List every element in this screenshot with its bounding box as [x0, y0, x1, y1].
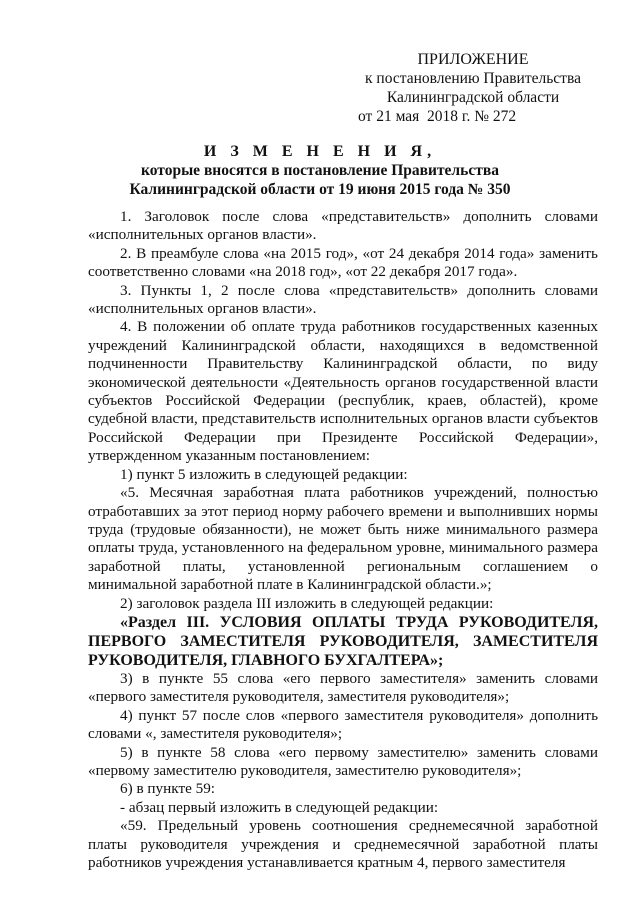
title-changes: И З М Е Н Е Н И Я,: [203, 143, 437, 160]
paragraph: 6) в пункте 59:: [120, 780, 216, 798]
appendix-header: [358, 50, 588, 126]
document-title: [60, 142, 580, 199]
paragraph-section-title: «Раздел III. УСЛОВИЯ ОПЛАТЫ ТРУДА РУКОВОДИТЕЛЯ, ПЕРВОГО ЗАМЕСТИТЕЛЯ РУКОВОДИТЕЛЯ, ЗАМЕСТИТЕЛЯ РУКОВОДИТЕЛЯ, ГЛАВНОГО БУХГАЛТЕРА»;: [88, 613, 598, 669]
paragraph: 1) пункт 5 изложить в следующей редакции:: [120, 465, 408, 483]
appendix-line-2: Калининградской области: [386, 89, 560, 106]
paragraph: 3) в пункте 55 слова «его первого заместителя» заменить словами «первого заместителя руководителя, заместителя руководителя»;: [88, 669, 598, 706]
paragraph: 2) заголовок раздела III изложить в следующей редакции:: [120, 594, 494, 612]
paragraph: 2. В преамбуле слова «на 2015 год», «от 24 декабря 2014 года» заменить соответственно словами «на 2018 год», «от 22 декабря 2017 года».: [88, 244, 598, 281]
paragraph: 3. Пункты 1, 2 после слова «представительств» дополнить словами «исполнительных органов власти».: [88, 281, 598, 318]
appendix-line-1: к постановлению Правительства: [365, 70, 581, 87]
title-line-2: Калининградской области от 19 июня 2015 года № 350: [129, 181, 511, 198]
paragraph: - абзац первый изложить в следующей редакции:: [120, 798, 439, 816]
paragraph: «5. Месячная заработная плата работников учреждений, полностью отработавших за этот период норму рабочего времени и выполнивших нормы труда (трудовые обязанности), не может быть ниже минимального размера оплаты труда, установленного на федеральном уровне, минимального размера заработной платы, установленной региональным соглашением о минимальной заработной плате в Калининградской области.»;: [88, 484, 598, 594]
paragraph: 1. Заголовок после слова «представительств» дополнить словами «исполнительных органов власти».: [88, 208, 598, 244]
appendix-title: ПРИЛОЖЕНИЕ: [417, 51, 529, 68]
paragraph: 4. В положении об оплате труда работников государственных казенных учреждений Калининградской области, находящихся в ведомственной подчиненности Правительству Калининградской области, по виду экономической деятельности «Деятельность органов государственной власти субъектов Российской Федерации (республик, краев, областей), кроме судебной власти, представительств исполнительных органов власти субъектов Российской Федерации при Президенте Российской Федерации», утвержденном указанным постановлением:: [88, 318, 598, 465]
paragraph: «59. Предельный уровень соотношения среднемесячной заработной платы руководителя учреждения и среднемесячной заработной платы работников учреждения устанавливается кратным 4, первого заместителя: [88, 817, 598, 871]
paragraph: 5) в пункте 58 слова «его первому заместителю» заменить словами «первому заместителю руководителя, заместителю руководителя»;: [88, 743, 598, 779]
title-line-1: которые вносятся в постановление Правительства: [141, 162, 499, 179]
document-body: [88, 208, 598, 872]
appendix-dateline: от 21 мая 2018 г. № 272: [358, 108, 517, 125]
paragraph: 4) пункт 57 после слов «первого заместителя руководителя» дополнить словами «, заместителя руководителя»;: [88, 706, 598, 743]
